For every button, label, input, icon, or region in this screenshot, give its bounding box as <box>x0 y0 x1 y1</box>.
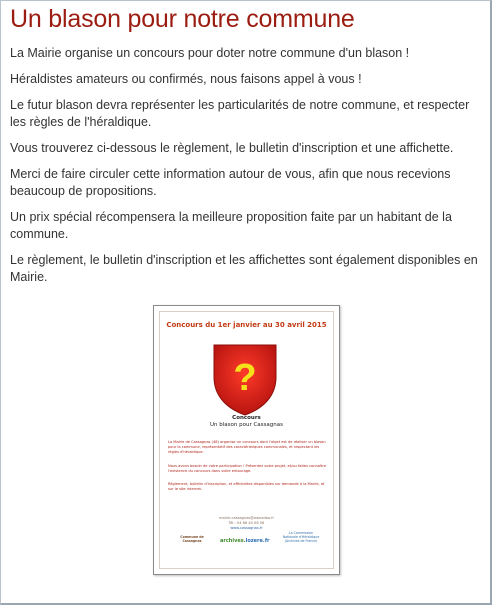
question-mark-symbol: ? <box>233 357 257 399</box>
commune-logo: Commune de Cassagnas <box>180 535 204 543</box>
archives-logo-text-b: lozere.fr <box>245 538 270 544</box>
article-body <box>10 45 484 295</box>
shield-icon <box>212 343 278 417</box>
contact-site: www.cassagnas.fr <box>230 526 263 530</box>
poster-title-line1: Concours <box>232 415 261 421</box>
paragraph-documents: Vous trouverez ci-dessous le règlement, le bulletin d'inscription et une affichette. <box>10 141 454 155</box>
contact-email: mairie.cassagnas@wanadoo.fr <box>218 516 274 520</box>
paragraph-availability: Le règlement, le bulletin d'inscription et les affichettes sont également disponibles en Mairie. <box>10 253 478 284</box>
paragraph-share: Merci de faire circuler cette information autour de vous, afin que nous recevions beaucoup de propositions. <box>10 167 451 198</box>
poster-text-1: La Mairie de Cassagnas (48) organise un concours dont l'objet est de réaliser un blason pour la commune, représentatif des caractéristiques communales, et respectant les règles d'héraldique. <box>168 440 326 454</box>
paragraph-appeal: Héraldistes amateurs ou confirmés, nous faisons appel à vous ! <box>10 72 362 86</box>
page-title: Un blason pour notre commune <box>10 5 355 33</box>
paragraph-prize: Un prix spécial récompensera la meilleure proposition faite par un habitant de la commune. <box>10 210 452 241</box>
archives-logo <box>220 538 269 544</box>
poster-title-line2: Un blason pour Cassagnas <box>210 422 283 428</box>
archives-logo-text-a: archives. <box>220 538 246 544</box>
poster-text-3: Règlement, bulletin d'inscription, et affichettes disponibles sur demande à la Mairie, et sur le site internet. <box>168 482 325 491</box>
poster-title <box>154 415 339 429</box>
contest-poster-image[interactable] <box>153 305 340 575</box>
paragraph-requirements: Le futur blason devra représenter les particularités de notre commune, et respecter les règles de l'héraldique. <box>10 98 470 129</box>
contact-phone: Tél : 04 66 45 06 56 <box>228 521 265 525</box>
poster-heading: Concours du 1er janvier au 30 avril 2015 <box>166 321 327 329</box>
heraldry-commission-logo: La Commission Nationale d'Héraldique (Archives de France) <box>282 531 320 543</box>
poster-contact <box>154 516 339 531</box>
paragraph-intro: La Mairie organise un concours pour doter notre commune d'un blason ! <box>10 46 410 60</box>
poster-text-2: Nous avons besoin de votre participation ! Présentez votre projet, et/ou faites connaître l'existence du concours dans votre entourage. <box>168 464 327 473</box>
